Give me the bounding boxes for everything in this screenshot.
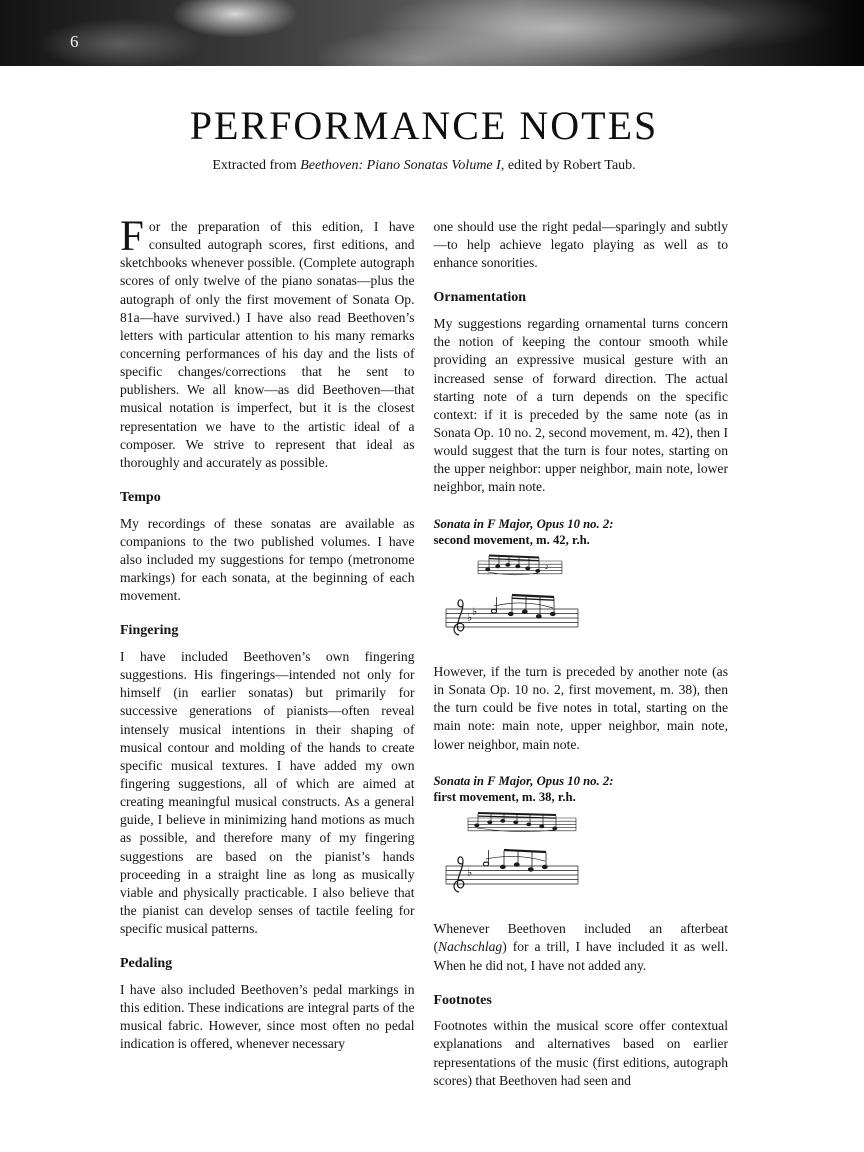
pedaling-paragraph: I have also included Beethoven’s pedal markings in this edition. These indications are integral parts of the musical fabric. However, since most often no pedal indication is offered, whenever necessary: [120, 981, 415, 1052]
afterbeat-term: Nachschlag: [438, 939, 503, 955]
subtitle-suffix: , edited by Robert Taub.: [500, 158, 636, 173]
music-example-2-caption: [434, 773, 729, 806]
music-example-1: [438, 553, 613, 651]
main-notes-2: [483, 850, 547, 871]
treble-clef-glyph: [454, 857, 464, 892]
drop-cap: F: [120, 213, 144, 260]
ornamentation-paragraph: My suggestions regarding ornamental turns concern the notion of keeping the contour smooth while providing an expressive musical gesture with an increased sense of forward direction. The actual starting note of a turn depends on the specific context: if it is preceded by the same note (as in Sonata Op. 10 no. 2, second movement, m. 42), then I would suggest that the turn is four notes, starting on the upper neighbor: upper neighbor, main note, lower neighbor, main note.: [433, 316, 728, 495]
intro-paragraph: [120, 213, 415, 472]
subtitle: [120, 158, 728, 174]
pedaling-continuation-paragraph: one should use the right pedal—sparingly and subtly—to help achieve legato playing as well as to enhance sonorities.: [433, 219, 728, 271]
main-staff-2: [446, 866, 578, 884]
heading-tempo: Tempo: [120, 489, 161, 505]
flat-sign: ♭: [466, 611, 472, 625]
fingering-paragraph: I have included Beethoven’s own fingering suggestions. His fingerings—intended not only for himself (in earlier sonatas) but primarily for successive generations of pianists—often reveal intensely musical intentions in their shaping of musical contour and molding of the hands to create specific musical textures. I have added my own fingering suggestions, all of which are aimed at creating meaningful musical constructs. As a general guide, I believe in minimizing hand motions as much as possible, and therefore many of my fingering suggestions are based on the pianist’s hands proceeding in a straight line as long as musically viable and physically practicable. I also believe that the pianist can develop senses of tactile feeling for specific musical patterns.: [120, 649, 415, 937]
example-1-caption-line-2: second movement, m. 42, r.h.: [433, 532, 590, 547]
subtitle-book-title: Beethoven: Piano Sonatas Volume I: [300, 158, 501, 173]
page-title: PERFORMANCE NOTES: [189, 103, 659, 148]
emblem-name: G. SCHIRMER: [68, 163, 134, 187]
lyre-icon: [89, 146, 113, 170]
tempo-paragraph: My recordings of these sonatas are available as companions to the two published volumes. I have also included my suggestions for tempo (metronome markings) for each sonata, at the beginning of each movement.: [120, 515, 415, 604]
between-examples-paragraph: However, if the turn is preceded by another note (as in Sonata Op. 10 no. 2, first movement, m. 38), then the turn could be five notes in total, starting on the main note: main note, upper neighbor, main note, lower neighbor, main note.: [433, 664, 728, 752]
emblem-motto-3: LENIMEN: [78, 106, 124, 123]
music-example-2: [438, 810, 613, 908]
example-2-caption-line-2: first movement, m. 38, r.h.: [433, 789, 576, 804]
treble-clef-glyph: [454, 600, 464, 635]
two-column-body: [120, 213, 728, 1100]
ossia-notes-1: [485, 556, 539, 575]
afterbeat-prefix: Whenever Beethoven included an afterbeat (: [433, 921, 728, 955]
top-banner: [0, 0, 864, 66]
heading-ornamentation: Ornamentation: [433, 290, 527, 306]
emblem-motto-1: LABORUM: [70, 84, 132, 103]
ossia-fingering-number: 2: [544, 564, 548, 572]
page-content: [120, 102, 728, 1100]
flat-sign: ♭: [471, 605, 477, 619]
afterbeat-suffix: ) for a trill, I have included it as well. When he did not, I have not added any.: [433, 939, 728, 973]
flat-sign: ♭: [466, 866, 472, 880]
afterbeat-paragraph: [434, 920, 729, 974]
page-number: 6: [70, 32, 79, 51]
ossia-notes-2: [474, 813, 556, 832]
music-example-1-caption: [434, 516, 729, 549]
example-2-caption-line-1: Sonata in F Major, Opus 10 no. 2:: [433, 773, 614, 788]
heading-pedaling: Pedaling: [120, 956, 173, 972]
right-column: [434, 218, 729, 1100]
intro-text: or the preparation of this edition, I have consulted autograph scores, first editions, and sketchbooks whenever possible. (Complete autograph scores of only twelve of the piano sonatas—plus the autograph of only the first movement of Sonata Op. 81a—have survived.) I have also read Beethoven’s letters with particular attention to his many remarks concerning performances of his day and the lists of specific changes/corrections that he sent to publishers. We all know—as did Beethoven—that musical notation is imperfect, but it is the closest representation we have to the artistic ideal of a composer. We strive to represent that ideal as thoroughly and accurately as possible.: [120, 219, 415, 470]
heading-fingering: Fingering: [120, 623, 179, 639]
emblem-motto-2: DULCE: [81, 96, 121, 110]
heading-footnotes: Footnotes: [433, 992, 492, 1008]
main-notes-1: [491, 595, 555, 618]
subtitle-prefix: Extracted from: [212, 158, 301, 173]
footnotes-paragraph: Footnotes within the musical score offer contextual explanations and alternatives based on earlier representations of the music (first editions, autograph scores) that Beethoven had seen and: [433, 1018, 728, 1088]
example-1-caption-line-1: Sonata in F Major, Opus 10 no. 2:: [433, 516, 614, 531]
left-column: [120, 213, 415, 1100]
